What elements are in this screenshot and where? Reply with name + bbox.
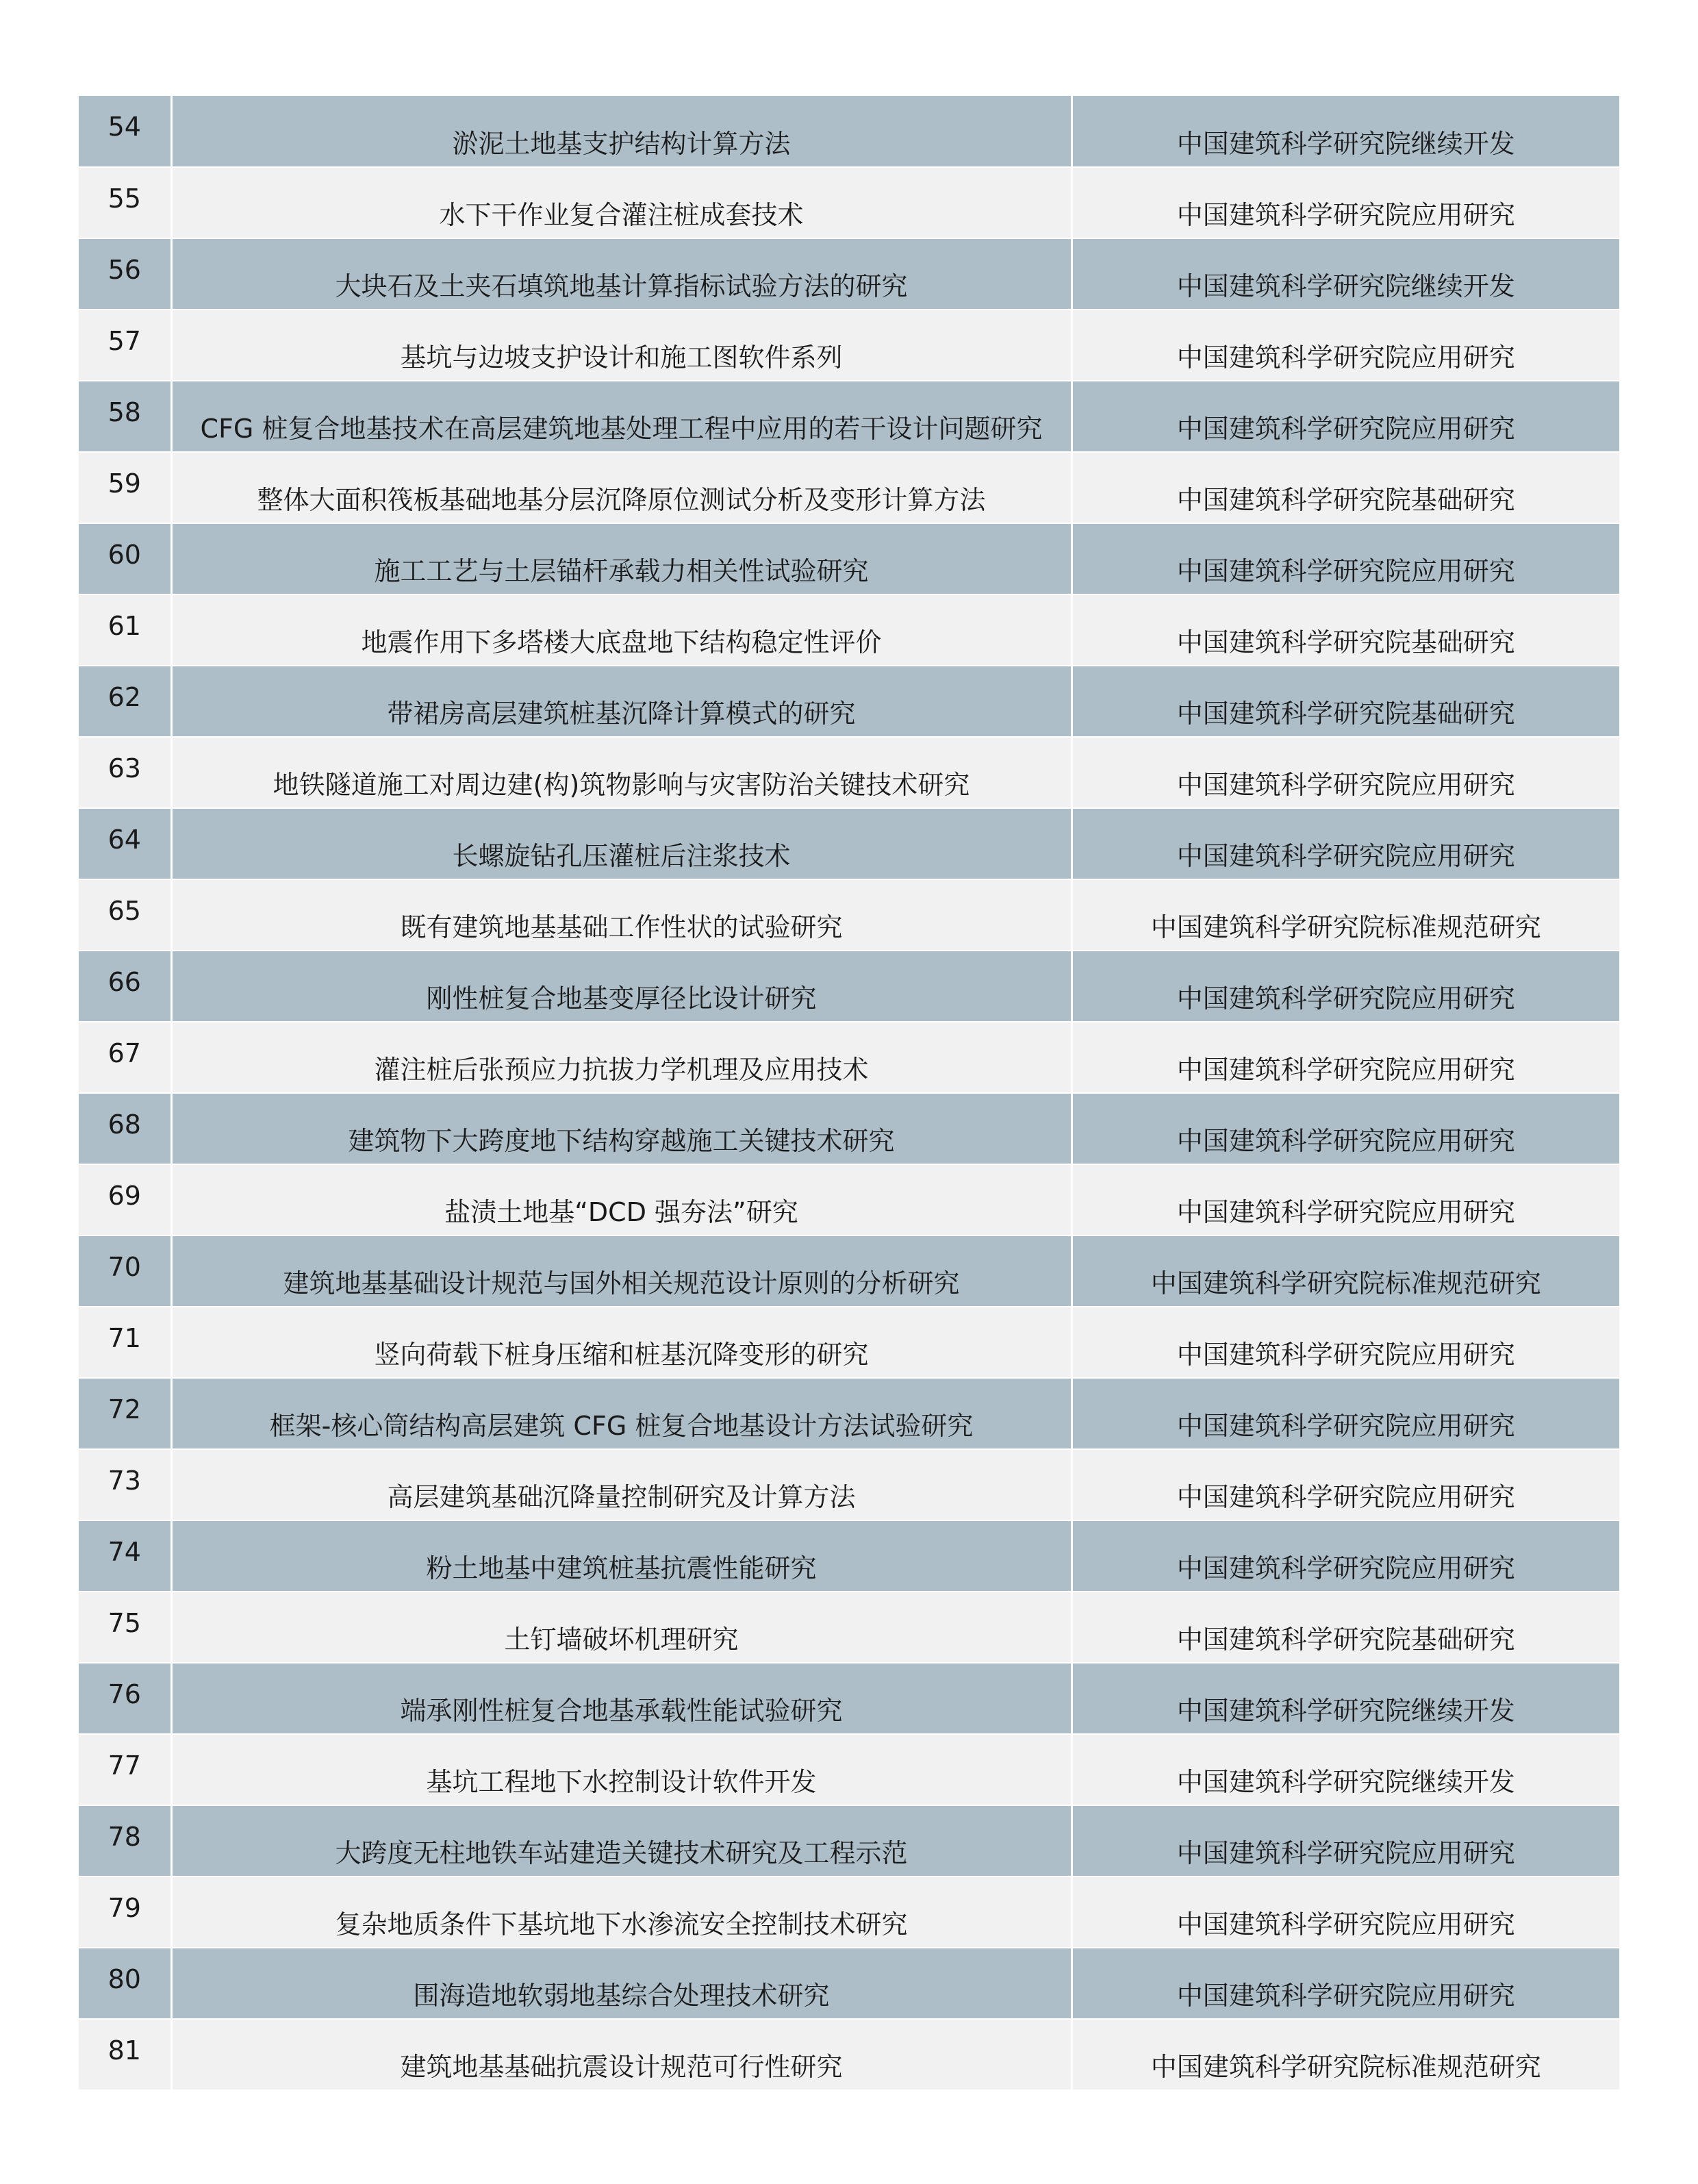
project-category: 中国建筑科学研究院继续开发 bbox=[1072, 96, 1619, 167]
row-number: 64 bbox=[79, 808, 171, 879]
project-title: 端承刚性桩复合地基承载性能试验研究 bbox=[171, 1663, 1072, 1734]
row-number: 56 bbox=[79, 238, 171, 310]
project-category: 中国建筑科学研究院标准规范研究 bbox=[1072, 1235, 1619, 1307]
row-number: 71 bbox=[79, 1307, 171, 1378]
project-title: 大块石及土夹石填筑地基计算指标试验方法的研究 bbox=[171, 238, 1072, 310]
row-number: 58 bbox=[79, 381, 171, 452]
project-category: 中国建筑科学研究院继续开发 bbox=[1072, 238, 1619, 310]
row-number: 65 bbox=[79, 879, 171, 951]
row-number: 63 bbox=[79, 737, 171, 808]
row-number: 67 bbox=[79, 1022, 171, 1093]
project-title: 淤泥土地基支护结构计算方法 bbox=[171, 96, 1072, 167]
project-category: 中国建筑科学研究院基础研究 bbox=[1072, 1592, 1619, 1663]
project-category: 中国建筑科学研究院应用研究 bbox=[1072, 1805, 1619, 1877]
row-number: 57 bbox=[79, 310, 171, 381]
project-category: 中国建筑科学研究院继续开发 bbox=[1072, 1734, 1619, 1805]
row-number: 80 bbox=[79, 1948, 171, 2019]
row-number: 60 bbox=[79, 523, 171, 594]
table-row bbox=[79, 523, 1619, 594]
project-category: 中国建筑科学研究院标准规范研究 bbox=[1072, 2019, 1619, 2090]
table-row bbox=[79, 1948, 1619, 2019]
table-row bbox=[79, 951, 1619, 1022]
row-number: 55 bbox=[79, 167, 171, 238]
table-row bbox=[79, 594, 1619, 666]
project-title: 整体大面积筏板基础地基分层沉降原位测试分析及变形计算方法 bbox=[171, 452, 1072, 523]
project-title: 围海造地软弱地基综合处理技术研究 bbox=[171, 1948, 1072, 2019]
row-number: 77 bbox=[79, 1734, 171, 1805]
project-title: 建筑物下大跨度地下结构穿越施工关键技术研究 bbox=[171, 1093, 1072, 1164]
table-row bbox=[79, 1877, 1619, 1948]
project-title: 复杂地质条件下基坑地下水渗流安全控制技术研究 bbox=[171, 1877, 1072, 1948]
project-title: 建筑地基基础抗震设计规范可行性研究 bbox=[171, 2019, 1072, 2090]
project-title: 竖向荷载下桩身压缩和桩基沉降变形的研究 bbox=[171, 1307, 1072, 1378]
table-row bbox=[79, 310, 1619, 381]
row-number: 62 bbox=[79, 666, 171, 737]
table-row bbox=[79, 1164, 1619, 1235]
table-row bbox=[79, 96, 1619, 167]
table-row bbox=[79, 238, 1619, 310]
table-row bbox=[79, 1663, 1619, 1734]
project-title: 土钉墙破坏机理研究 bbox=[171, 1592, 1072, 1663]
project-title: 施工工艺与土层锚杆承载力相关性试验研究 bbox=[171, 523, 1072, 594]
table-row bbox=[79, 1235, 1619, 1307]
project-category: 中国建筑科学研究院应用研究 bbox=[1072, 523, 1619, 594]
project-title: 既有建筑地基基础工作性状的试验研究 bbox=[171, 879, 1072, 951]
project-category: 中国建筑科学研究院应用研究 bbox=[1072, 1164, 1619, 1235]
project-title: 灌注桩后张预应力抗拔力学机理及应用技术 bbox=[171, 1022, 1072, 1093]
project-title: 刚性桩复合地基变厚径比设计研究 bbox=[171, 951, 1072, 1022]
table-row bbox=[79, 1093, 1619, 1164]
table-row bbox=[79, 381, 1619, 452]
project-title: 地铁隧道施工对周边建(构)筑物影响与灾害防治关键技术研究 bbox=[171, 737, 1072, 808]
row-number: 73 bbox=[79, 1449, 171, 1520]
row-number: 81 bbox=[79, 2019, 171, 2090]
table-row bbox=[79, 1307, 1619, 1378]
row-number: 66 bbox=[79, 951, 171, 1022]
project-category: 中国建筑科学研究院应用研究 bbox=[1072, 808, 1619, 879]
table-row bbox=[79, 1449, 1619, 1520]
row-number: 75 bbox=[79, 1592, 171, 1663]
row-number: 61 bbox=[79, 594, 171, 666]
table-row bbox=[79, 666, 1619, 737]
row-number: 78 bbox=[79, 1805, 171, 1877]
project-category: 中国建筑科学研究院基础研究 bbox=[1072, 666, 1619, 737]
project-category: 中国建筑科学研究院应用研究 bbox=[1072, 310, 1619, 381]
project-category: 中国建筑科学研究院标准规范研究 bbox=[1072, 879, 1619, 951]
row-number: 54 bbox=[79, 96, 171, 167]
project-title: 地震作用下多塔楼大底盘地下结构稳定性评价 bbox=[171, 594, 1072, 666]
row-number: 69 bbox=[79, 1164, 171, 1235]
row-number: 76 bbox=[79, 1663, 171, 1734]
project-title: 粉土地基中建筑桩基抗震性能研究 bbox=[171, 1520, 1072, 1592]
project-category: 中国建筑科学研究院应用研究 bbox=[1072, 167, 1619, 238]
project-category: 中国建筑科学研究院应用研究 bbox=[1072, 1022, 1619, 1093]
project-category: 中国建筑科学研究院应用研究 bbox=[1072, 1948, 1619, 2019]
project-category: 中国建筑科学研究院应用研究 bbox=[1072, 1449, 1619, 1520]
project-category: 中国建筑科学研究院继续开发 bbox=[1072, 1663, 1619, 1734]
row-number: 70 bbox=[79, 1235, 171, 1307]
project-category: 中国建筑科学研究院应用研究 bbox=[1072, 1877, 1619, 1948]
row-number: 59 bbox=[79, 452, 171, 523]
table-row bbox=[79, 167, 1619, 238]
project-title: 长螺旋钻孔压灌桩后注浆技术 bbox=[171, 808, 1072, 879]
table-row bbox=[79, 1734, 1619, 1805]
table-row bbox=[79, 452, 1619, 523]
project-title: 盐渍土地基“DCD 强夯法”研究 bbox=[171, 1164, 1072, 1235]
row-number: 72 bbox=[79, 1378, 171, 1449]
project-title: 基坑工程地下水控制设计软件开发 bbox=[171, 1734, 1072, 1805]
table-row bbox=[79, 1520, 1619, 1592]
project-title: 框架-核心筒结构高层建筑 CFG 桩复合地基设计方法试验研究 bbox=[171, 1378, 1072, 1449]
table-body bbox=[79, 96, 1619, 2090]
project-title: 水下干作业复合灌注桩成套技术 bbox=[171, 167, 1072, 238]
table-row bbox=[79, 879, 1619, 951]
project-category: 中国建筑科学研究院基础研究 bbox=[1072, 452, 1619, 523]
project-title: 大跨度无柱地铁车站建造关键技术研究及工程示范 bbox=[171, 1805, 1072, 1877]
table-row bbox=[79, 1022, 1619, 1093]
table-row bbox=[79, 1378, 1619, 1449]
project-category: 中国建筑科学研究院基础研究 bbox=[1072, 594, 1619, 666]
project-title: 基坑与边坡支护设计和施工图软件系列 bbox=[171, 310, 1072, 381]
table-row bbox=[79, 737, 1619, 808]
table-row bbox=[79, 1592, 1619, 1663]
project-category: 中国建筑科学研究院应用研究 bbox=[1072, 1378, 1619, 1449]
row-number: 79 bbox=[79, 1877, 171, 1948]
table-row bbox=[79, 1805, 1619, 1877]
table-row bbox=[79, 2019, 1619, 2090]
row-number: 74 bbox=[79, 1520, 171, 1592]
project-category: 中国建筑科学研究院应用研究 bbox=[1072, 1093, 1619, 1164]
project-category: 中国建筑科学研究院应用研究 bbox=[1072, 1307, 1619, 1378]
project-category: 中国建筑科学研究院应用研究 bbox=[1072, 737, 1619, 808]
project-title: 带裙房高层建筑桩基沉降计算模式的研究 bbox=[171, 666, 1072, 737]
project-title: 建筑地基基础设计规范与国外相关规范设计原则的分析研究 bbox=[171, 1235, 1072, 1307]
project-category: 中国建筑科学研究院应用研究 bbox=[1072, 1520, 1619, 1592]
project-title: 高层建筑基础沉降量控制研究及计算方法 bbox=[171, 1449, 1072, 1520]
project-title: CFG 桩复合地基技术在高层建筑地基处理工程中应用的若干设计问题研究 bbox=[171, 381, 1072, 452]
project-category: 中国建筑科学研究院应用研究 bbox=[1072, 381, 1619, 452]
table-row bbox=[79, 808, 1619, 879]
research-projects-table bbox=[79, 96, 1619, 2091]
project-category: 中国建筑科学研究院应用研究 bbox=[1072, 951, 1619, 1022]
row-number: 68 bbox=[79, 1093, 171, 1164]
